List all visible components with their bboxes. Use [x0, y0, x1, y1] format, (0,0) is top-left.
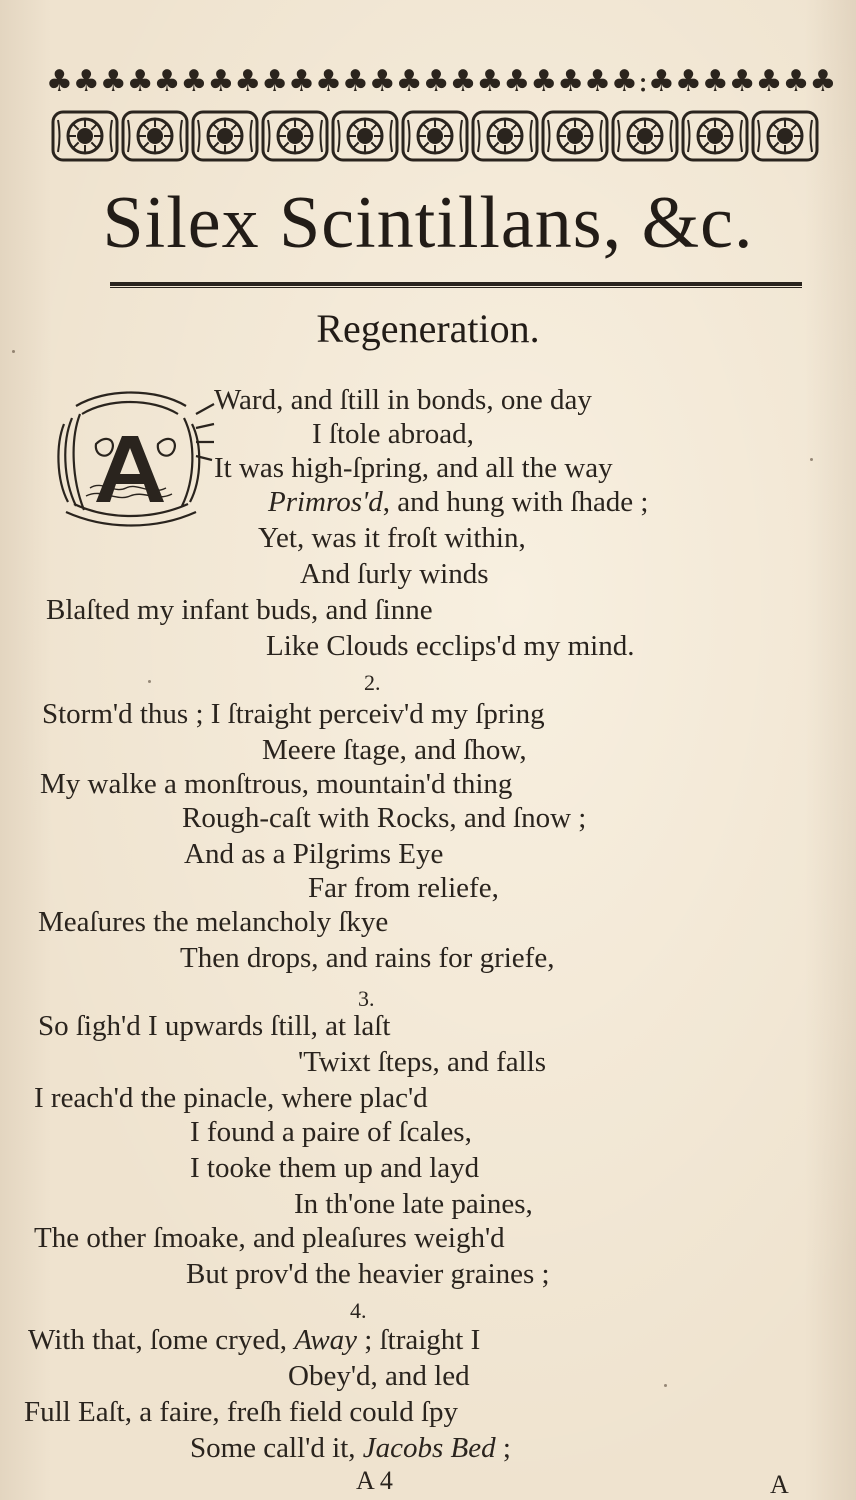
- signature-mark: A 4: [356, 1466, 393, 1495]
- stanza-2-line-3: My walke a monſtrous, mountain'd thing: [40, 768, 513, 800]
- catchword: A: [770, 1470, 789, 1499]
- ornament-band: [46, 62, 837, 172]
- line-1-start: With that, ſome cryed,: [28, 1324, 295, 1356]
- knot-medallion-icon: [403, 112, 467, 160]
- fleuron-icon: ♣: [809, 64, 837, 99]
- stanza-3-number: 3.: [358, 986, 375, 1011]
- fleuron-icon: ♣: [99, 64, 127, 99]
- poem-title: Regeneration.: [316, 306, 540, 351]
- fleuron-icon: ♣: [207, 64, 235, 99]
- drop-cap-ornament-icon: [46, 384, 216, 534]
- fleuron-icon: ♣: [476, 64, 504, 99]
- fleuron-icon: ♣: [72, 64, 100, 99]
- paper-speck: [664, 1384, 667, 1387]
- knot-medallion-icon: [753, 112, 817, 160]
- knot-medallion-icon: [683, 112, 747, 160]
- fleuron-icon: :: [637, 64, 649, 99]
- fleuron-icon: ♣: [701, 64, 729, 99]
- stanza-3-line-8: But prov'd the heavier graines ;: [186, 1258, 550, 1290]
- fleuron-icon: ♣: [503, 64, 531, 99]
- stanza-1-line-7: Blaſted my infant buds, and ſinne: [46, 594, 433, 626]
- stanza-1-line-5: Yet, was it froſt within,: [258, 522, 526, 554]
- fleuron-icon: ♣: [755, 64, 783, 99]
- knot-medallion-icon: [123, 112, 187, 160]
- stanza-4-number: 4.: [350, 1298, 367, 1323]
- stanza-2-line-5: And as a Pilgrims Eye: [184, 838, 444, 870]
- fleuron-icon: ♣: [261, 64, 289, 99]
- fleuron-icon: ♣: [648, 64, 675, 99]
- line-4-rest: , and hung with ſhade ;: [382, 486, 649, 518]
- stanza-3-line-6: In th'one late paines,: [294, 1188, 533, 1220]
- fleuron-icon: ♣: [288, 64, 316, 99]
- fleuron-icon: ♣: [782, 64, 810, 99]
- fleuron-icon: ♣: [422, 64, 450, 99]
- fleuron-row: [46, 62, 837, 102]
- stanza-3-line-1: So ſigh'd I upwards ſtill, at laſt: [38, 1010, 391, 1042]
- fleuron-icon: ♣: [449, 64, 477, 99]
- stanza-1-line-3: It was high-ſpring, and all the way: [214, 452, 613, 484]
- knotwork-ornament: [50, 106, 820, 166]
- fleuron-icon: ♣: [234, 64, 262, 99]
- stanza-1-line-1: Ward, and ſtill in bonds, one day: [214, 384, 592, 416]
- fleuron-icon: ♣: [46, 64, 73, 99]
- knot-medallion-icon: [473, 112, 537, 160]
- stanza-4-line-2: Obey'd, and led: [288, 1360, 470, 1392]
- knot-medallion-icon: [613, 112, 677, 160]
- paper-speck: [810, 458, 813, 461]
- stanza-4-line-3: Full Eaſt, a faire, freſh field could ſpy: [24, 1396, 459, 1428]
- paper-speck: [148, 680, 151, 683]
- stanza-3-line-7: The other ſmoake, and pleaſures weigh'd: [34, 1222, 505, 1254]
- line-1-end: ; ſtraight I: [357, 1324, 481, 1356]
- fleuron-icon: ♣: [584, 64, 612, 99]
- line-4-start: Some call'd it,: [190, 1432, 363, 1464]
- stanza-1-line-8: Like Clouds ecclips'd my mind.: [266, 630, 635, 662]
- fleuron-icon: ♣: [315, 64, 342, 99]
- fleuron-icon: ♣: [368, 64, 396, 99]
- drop-cap-initial: [46, 384, 216, 534]
- fleuron-icon: ♣: [126, 64, 154, 99]
- stanza-1-line-4: [268, 484, 649, 520]
- fleuron-icon: ♣: [530, 64, 558, 99]
- fleuron-icon: ♣: [674, 64, 702, 99]
- knot-medallion-icon: [263, 112, 327, 160]
- stanza-4-line-1: [28, 1322, 480, 1358]
- jacobs-bed-italic: Jacobs Bed: [362, 1432, 496, 1464]
- fleuron-icon: ♣: [180, 64, 208, 99]
- line-4-end: ;: [495, 1432, 511, 1464]
- stanza-2-line-8: Then drops, and rains for griefe,: [180, 942, 555, 974]
- fleuron-icon: ♣: [153, 64, 181, 99]
- stanza-2-line-7: Meaſures the melancholy ſkye: [38, 906, 389, 938]
- stanza-3-line-2: 'Twixt ſteps, and falls: [298, 1046, 547, 1078]
- stanza-2-line-1: Storm'd thus ; I ſtraight perceiv'd my ſpring: [42, 698, 545, 730]
- fleuron-icon: ♣: [557, 64, 585, 99]
- stanza-4-line-4: [190, 1430, 511, 1466]
- drop-cap-letter: A: [129, 484, 131, 485]
- stanza-2-line-6: Far from reliefe,: [308, 872, 499, 904]
- knot-medallion-icon: [53, 112, 117, 160]
- stanza-1-line-6: And ſurly winds: [300, 558, 489, 590]
- fleuron-icon: ♣: [341, 64, 369, 99]
- knot-medallion-icon: [193, 112, 257, 160]
- fleuron-icon: ♣: [611, 64, 638, 99]
- knot-medallion-icon: [333, 112, 397, 160]
- stanza-3-line-3: I reach'd the pinacle, where plac'd: [34, 1082, 428, 1114]
- stanza-1-line-2: I ſtole abroad,: [312, 418, 474, 450]
- knot-medallion-icon: [543, 112, 607, 160]
- stanza-2-line-2: Meere ſtage, and ſhow,: [262, 734, 527, 766]
- page-title: Silex Scintillans, &c.: [102, 182, 754, 264]
- fleuron-icon: ♣: [728, 64, 756, 99]
- stanza-2-number: 2.: [364, 670, 381, 695]
- stanza-3-line-4: I found a paire of ſcales,: [190, 1116, 472, 1148]
- stanza-2-line-4: Rough-caſt with Rocks, and ſnow ;: [182, 802, 587, 834]
- fleuron-icon: ♣: [395, 64, 423, 99]
- primrosd-italic: Primros'd: [268, 486, 383, 518]
- title-rule: [110, 282, 802, 288]
- away-italic: Away: [294, 1324, 358, 1356]
- paper-speck: [12, 350, 15, 353]
- stanza-3-line-5: I tooke them up and layd: [190, 1152, 480, 1184]
- knotwork-row: [50, 106, 820, 166]
